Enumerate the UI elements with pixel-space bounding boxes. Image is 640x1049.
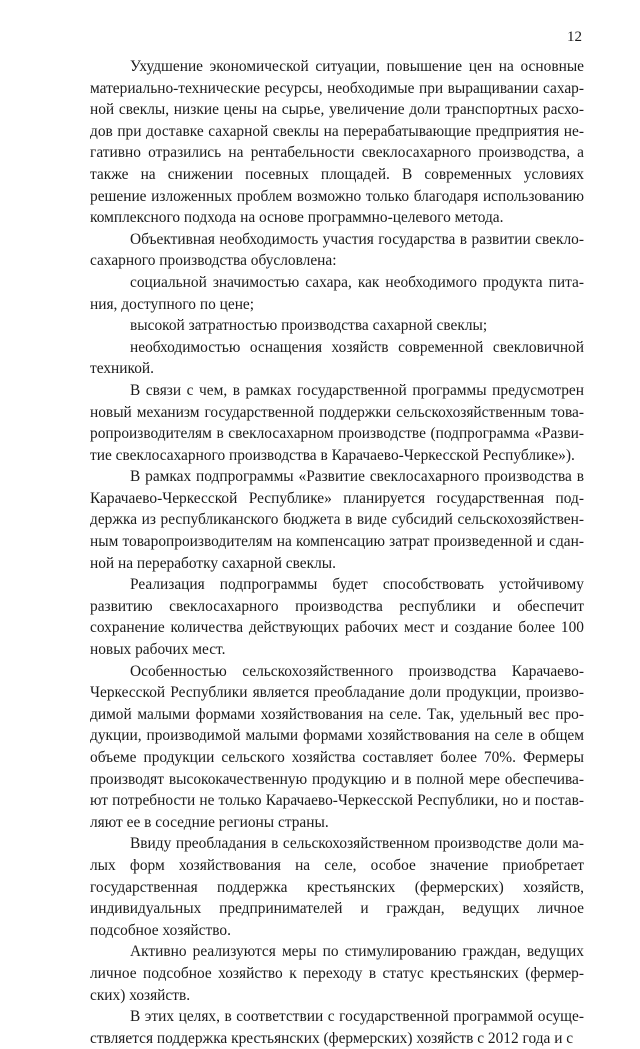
paragraph-11: Активно реализуются меры по стимулированию граждан, ведущих личное подсобное хозяйство к переходу в статус крестьянских (фермерских) хозяйств. xyxy=(90,943,584,1004)
paragraph-3: социальной значимостью сахара, как необходимого продукта питания, доступного по цене; xyxy=(90,273,584,313)
paragraph-5: необходимостью оснащения хозяйств современной свекловичной техникой. xyxy=(90,338,584,378)
paragraph-10: Ввиду преобладания в сельскохозяйственном производстве доли малых форм хозяйствования на селе, особое значение приобретает государственная поддержка крестьянских (фермерских) хозяйств, индивидуальных предпринимателей и граждан, ведущих личное подсобное хозяйство. xyxy=(90,835,584,939)
paragraph-2: Объективная необходимость участия государства в развитии свеклосахарного производства обусловлена: xyxy=(90,230,584,270)
paragraph-4: высокой затратностью производства сахарной свеклы; xyxy=(130,317,488,335)
paragraph-12: В этих целях, в соответствии с государственной программой осуществляется поддержка крестьянских (фермерских) хозяйств с 2012 года и с xyxy=(90,1008,584,1047)
paragraph-6: В связи с чем, в рамках государственной программы предусмотрен новый механизм государственной поддержки сельскохозяйственным товаропроизводителям в свеклосахарном производстве (подпрограмма «Развитие свеклосахарного производства в Карачаево-Черкесской Республике»). xyxy=(90,381,584,464)
paragraph-9: Особенностью сельскохозяйственного производства Карачаево-Черкесской Республики является преобладание доли продукции, производимой малыми формами хозяйствования на селе. Так, удельный вес продукции, производимой малыми формами хозяйствования на селе в общем объеме продукции сельского хозяйства составляет более 70%. Фермеры производят высококачественную продукцию и в полной мере обеспечивают потребности не только Карачаево-Черкесской Республики, но и поставляют ее в соседние регионы страны. xyxy=(90,662,584,831)
paragraph-1: Ухудшение экономической ситуации, повышение цен на основные материально-технические ресурсы, необходимые при выращивании сахарной свеклы, низкие цены на сырье, увеличение доли транспортных расходов при доставке сахарной свеклы на перерабатывающие предприятия негативно отразились на рентабельности свеклосахарного производства, а также на снижении посевных площадей. В современных условиях решение изложенных проблем возможно только благодаря использованию комплексного подхода на основе программно-целевого метода. xyxy=(90,58,584,227)
document-body xyxy=(90,56,584,1049)
paragraph-7: В рамках подпрограммы «Развитие свеклосахарного производства в Карачаево-Черкесской Республике» планируется государственная поддержка из республиканского бюджета в виде субсидий сельскохозяйственным товаропроизводителям на компенсацию затрат произведенной и сданной на переработку сахарной свеклы. xyxy=(90,468,584,572)
page-number: 12 xyxy=(567,29,582,45)
paragraph-8: Реализация подпрограммы будет способствовать устойчивому развитию свеклосахарного производства республики и обеспечит сохранение количества действующих рабочих мест и создание более 100 новых рабочих мест. xyxy=(90,576,584,659)
